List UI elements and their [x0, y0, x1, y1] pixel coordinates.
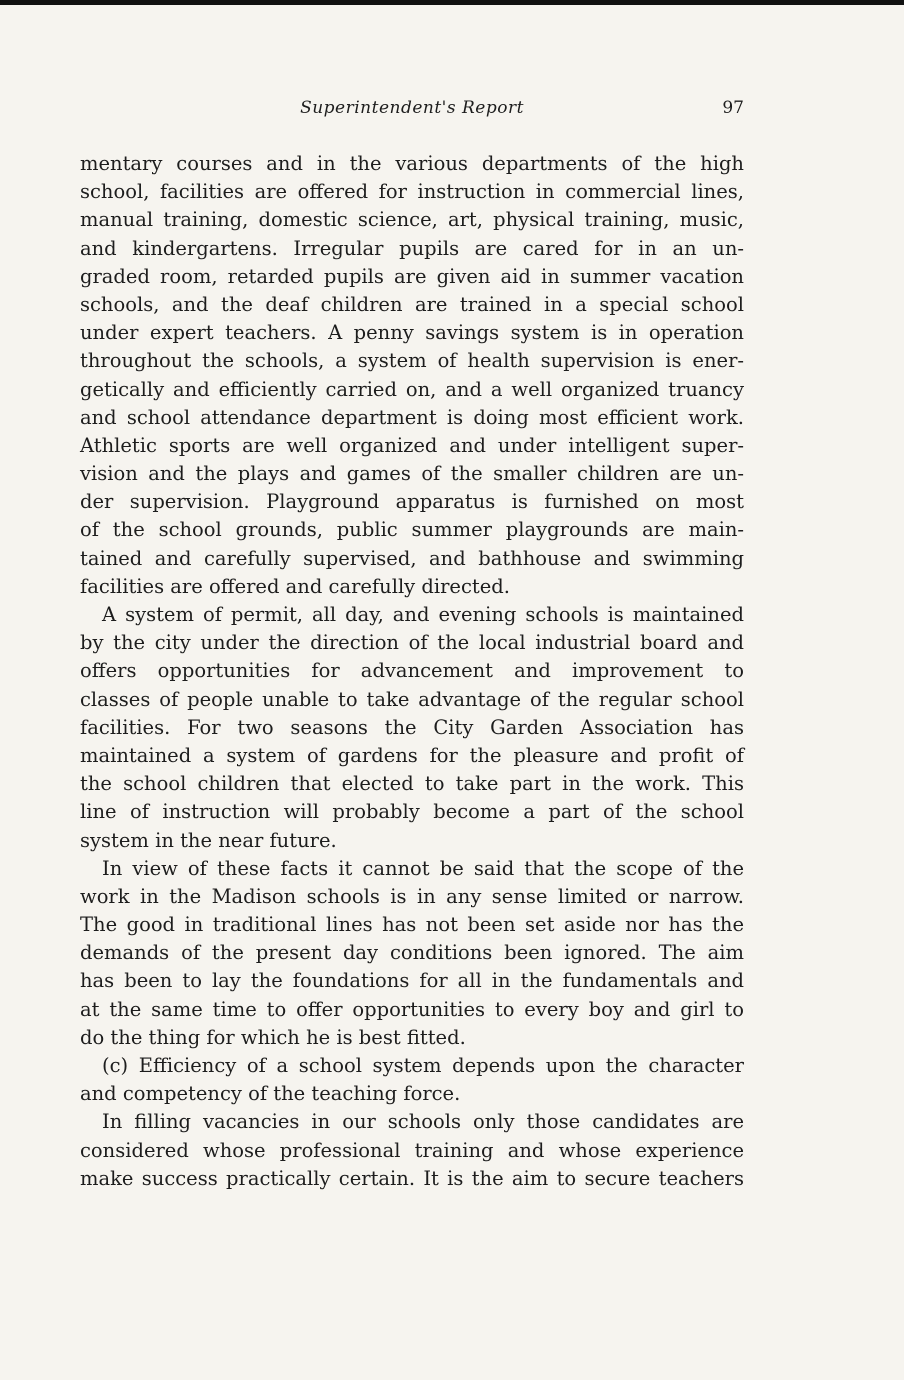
text-line: (c) Efficiency of a school system depends upon the character: [102, 1054, 744, 1077]
text-line: vision and the plays and games of the smaller children are un-: [80, 462, 744, 486]
text-line: In filling vacancies in our schools only those candidates are: [102, 1110, 744, 1134]
text-line: The good in traditional lines has not been set aside nor has the: [80, 913, 744, 937]
text-line: at the same time to offer opportunities to every boy and girl to: [80, 997, 744, 1021]
text-line: has been to lay the foundations for all in the fundamentals and: [80, 969, 744, 993]
text-line: graded room, retarded pupils are given aid in summer vacation: [80, 264, 744, 288]
text-line: der supervision. Playground apparatus is furnished on most: [80, 490, 744, 514]
text-line: classes of people unable to take advantage of the regular school: [80, 687, 744, 711]
paragraph: [80, 855, 744, 1052]
text-line: by the city under the direction of the local industrial board and: [80, 631, 744, 655]
text-line: Athletic sports are well organized and under intelligent super-: [80, 433, 744, 457]
text-line: demands of the present day conditions been ignored. The aim: [80, 941, 744, 965]
text-line: of the school grounds, public summer playgrounds are main-: [80, 518, 744, 542]
paragraph: [80, 1052, 744, 1108]
body-text: [80, 150, 744, 1193]
paragraph: [80, 601, 744, 855]
text-line: maintained a system of gardens for the pleasure and profit of: [80, 743, 744, 767]
text-line: make success practically certain. It is the aim to secure teachers: [80, 1166, 744, 1190]
page-number: 97: [722, 98, 744, 118]
text-line: offers opportunities for advancement and improvement to: [80, 659, 744, 683]
text-line: work in the Madison schools is in any sense limited or narrow.: [80, 884, 744, 908]
text-line: system in the near future.: [80, 828, 337, 852]
text-line: throughout the schools, a system of health supervision is ener-: [80, 349, 744, 373]
text-line: do the thing for which he is best fitted.: [80, 1025, 466, 1049]
text-line: the school children that elected to take part in the work. This: [80, 772, 744, 796]
text-line: In view of these facts it cannot be said that the scope of the: [102, 856, 744, 880]
text-line: manual training, domestic science, art, physical training, music,: [80, 208, 744, 232]
text-line: facilities are offered and carefully directed.: [80, 574, 510, 598]
text-line: line of instruction will probably become a part of the school: [80, 800, 744, 824]
paragraph: [80, 150, 744, 601]
text-line: mentary courses and in the various departments of the high: [80, 152, 744, 175]
text-line: under expert teachers. A penny savings system is in operation: [80, 321, 744, 345]
text-line: tained and carefully supervised, and bathhouse and swimming: [80, 546, 744, 570]
running-title: Superintendent's Report: [300, 98, 524, 118]
text-line: school, facilities are offered for instruction in commercial lines,: [80, 180, 744, 204]
text-line: and competency of the teaching force.: [80, 1082, 461, 1106]
text-line: schools, and the deaf children are trained in a special school: [80, 292, 744, 316]
running-head: [80, 98, 744, 124]
text-line: and school attendance department is doing most efficient work.: [80, 405, 744, 429]
text-line: facilities. For two seasons the City Garden Association has: [80, 715, 744, 739]
text-line: A system of permit, all day, and evening schools is maintained: [102, 603, 744, 626]
text-line: and kindergartens. Irregular pupils are cared for in an un-: [80, 236, 744, 260]
text-line: getically and efficiently carried on, and a well organized truancy: [80, 377, 744, 401]
paragraph: [80, 1108, 744, 1193]
text-line: considered whose professional training and whose experience: [80, 1138, 744, 1162]
top-border-rule: [0, 0, 904, 5]
